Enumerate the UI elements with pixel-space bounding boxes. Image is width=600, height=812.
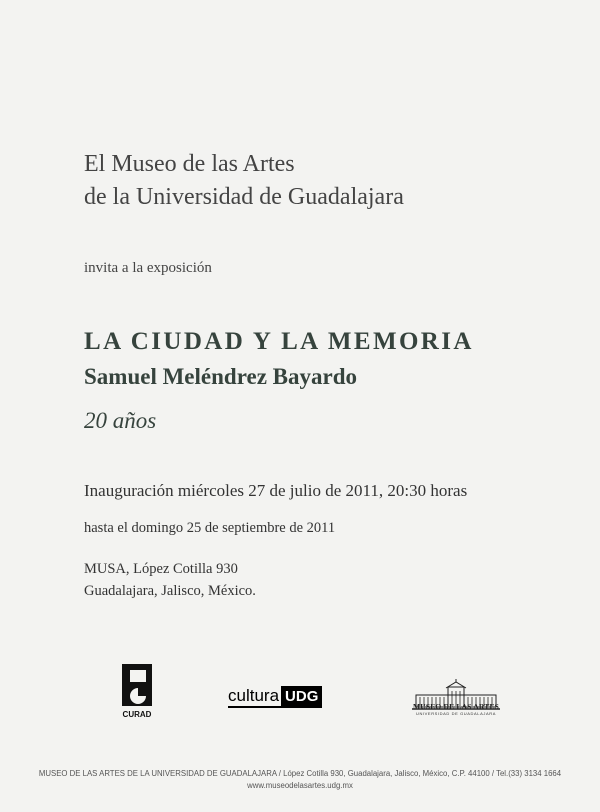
curad-logo xyxy=(112,662,162,720)
museum-heading-line1: El Museo de las Artes xyxy=(84,151,295,177)
invite-text: invita a la exposición xyxy=(84,260,212,276)
museum-logo-subtitle: UNIVERSIDAD DE GUADALAJARA xyxy=(415,711,497,716)
museum-heading-line2: de la Universidad de Guadalajara xyxy=(84,184,404,210)
artist-name: Samuel Meléndrez Bayardo xyxy=(84,364,357,389)
venue-address xyxy=(84,558,256,602)
cultura-word: cultura xyxy=(228,686,281,708)
footer-address: MUSEO DE LAS ARTES DE LA UNIVERSIDAD DE GUADALAJARA / López Cotilla 930, Guadalajara, Jalisco, México, C.P. 44100 / Tel.(33) 3134 1664 xyxy=(38,769,562,778)
udg-box: UDG xyxy=(281,686,322,708)
closing-date: hasta el domingo 25 de septiembre de 2011 xyxy=(84,520,336,536)
curad-logo-text: CURAD xyxy=(122,710,152,719)
exhibition-years: 20 años xyxy=(84,408,157,433)
address-line1: MUSA, López Cotilla 930 xyxy=(84,561,238,577)
footer-website: www.museodelasartes.udg.mx xyxy=(247,781,353,790)
opening-date: Inauguración miércoles 27 de julio de 2011, 20:30 horas xyxy=(84,481,468,500)
cultura-udg-logo xyxy=(228,686,322,708)
address-line2: Guadalajara, Jalisco, México. xyxy=(84,583,256,599)
museum-logo-name: MUSEO DE LAS ARTES xyxy=(412,702,500,711)
exhibition-title: LA CIUDAD Y LA MEMORIA xyxy=(84,328,474,355)
museum-heading xyxy=(84,148,404,214)
